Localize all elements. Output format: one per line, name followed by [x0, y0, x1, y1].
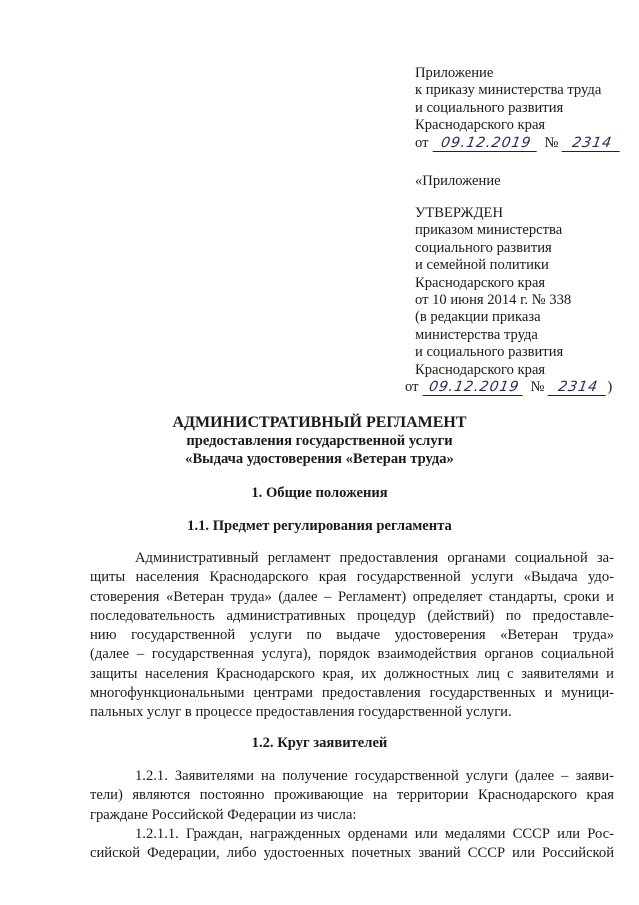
paragraph-line: последовательность административных процедур (действий) по предоставле-	[90, 607, 614, 624]
approval-line: и социального развития	[415, 344, 564, 361]
approval-line: от 10 июня 2014 г. № 338	[415, 292, 572, 309]
subsection-heading: 1.2. Круг заявителей	[251, 735, 388, 751]
handwritten-date: 09.12.2019	[423, 380, 526, 396]
appendix-header	[415, 65, 621, 152]
approved-heading: УТВЕРЖДЕН	[415, 205, 503, 221]
approval-stamp-block	[405, 205, 613, 396]
body-paragraph	[90, 767, 614, 825]
paragraph-line: щиты населения Краснодарского края государственной услуги «Выдача удо-	[90, 569, 614, 586]
approval-line: Краснодарского края	[415, 274, 546, 291]
number-label: №	[544, 134, 559, 151]
paragraph-line: защиты населения Краснодарского края, их должностных лиц с заявителями и	[90, 665, 614, 682]
handwritten-number: 2314	[562, 136, 623, 152]
paragraph-line: тели) являются постоянно проживающие на территории Краснодарского края	[90, 787, 614, 804]
approval-line: министерства труда	[415, 326, 538, 343]
paragraph-line: нию государственной услуги по выдаче удостоверения «Ветеран труда»	[90, 627, 614, 644]
order-date-number-line	[405, 379, 612, 396]
subsection-heading: 1.1. Предмет регулирования регламента	[187, 518, 452, 534]
paragraph-line: пальных услуг в процессе предоставления государственной услуги.	[90, 704, 512, 721]
paragraph-line: Административный регламент предоставления органами социальной за-	[135, 550, 614, 566]
approval-line: социального развития	[415, 239, 552, 256]
document-subtitle: предоставления государственной услуги	[186, 433, 453, 449]
appendix-line: Краснодарского края	[415, 117, 546, 134]
from-label: от	[405, 379, 419, 396]
paragraph-line: граждане Российской Федерации из числа:	[90, 806, 357, 823]
paragraph-line: сийской Федерации, либо удостоенных почетных званий СССР или Российской	[90, 845, 614, 862]
paragraph-line: многофункциональными центрами предоставления государственных и муници-	[90, 685, 614, 702]
approval-line: Краснодарского края	[415, 361, 546, 378]
approval-line: приказом министерства	[415, 222, 563, 239]
inner-appendix-label	[415, 173, 501, 190]
from-label: от	[415, 134, 429, 151]
paragraph-line: 1.2.1.1. Граждан, награжденных орденами или медалями СССР или Рос-	[135, 826, 614, 842]
paragraph-line: 1.2.1. Заявителями на получение государственной услуги (далее – заяви-	[135, 768, 614, 784]
approval-line: и семейной политики	[415, 257, 549, 274]
section-heading: 1. Общие положения	[251, 485, 388, 501]
paragraph-line: (далее – государственная услуга), порядок взаимодействия органов социальной	[90, 646, 614, 663]
document-subtitle: «Выдача удостоверения «Ветеран труда»	[185, 451, 454, 467]
number-label: №	[530, 379, 545, 396]
appendix-line: Приложение	[415, 65, 494, 81]
document-title: АДМИНИСТРАТИВНЫЙ РЕГЛАМЕНТ	[172, 414, 467, 431]
appendix-line: к приказу министерства труда	[415, 82, 602, 99]
closing-parenthesis: )	[607, 379, 613, 396]
handwritten-date: 09.12.2019	[433, 136, 540, 152]
appendix-line: «Приложение	[415, 173, 501, 189]
body-paragraph	[90, 825, 614, 864]
approval-line: (в редакции приказа	[415, 309, 541, 326]
body-paragraph	[90, 549, 614, 723]
handwritten-number: 2314	[548, 380, 609, 396]
appendix-line: и социального развития	[415, 99, 564, 116]
paragraph-line: стоверения «Ветеран труда» (далее – Регламент) определяет стандарты, сроки и	[90, 588, 614, 605]
order-date-number-line	[415, 135, 621, 152]
